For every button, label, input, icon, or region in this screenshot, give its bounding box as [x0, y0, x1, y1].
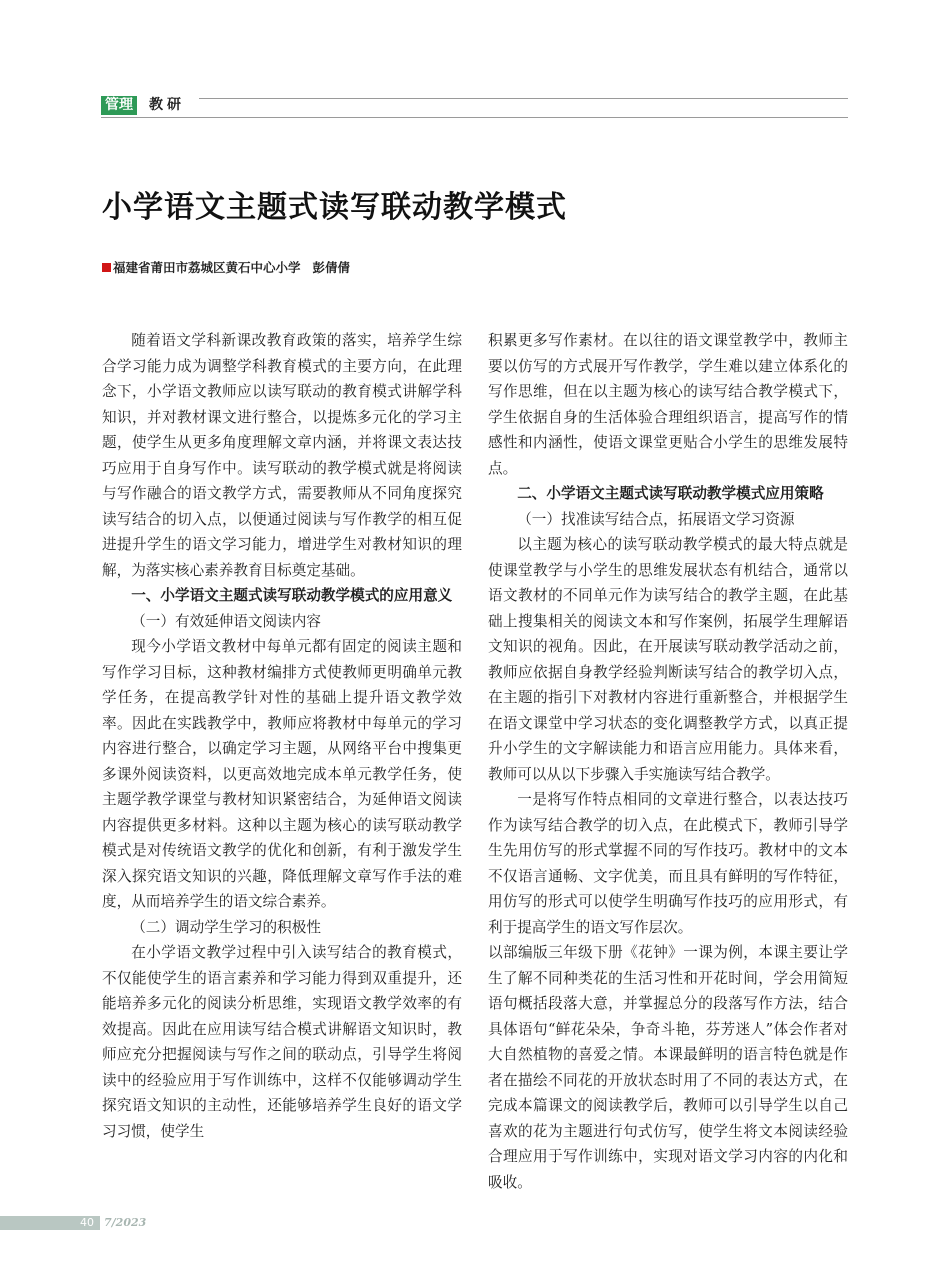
header-rule-top — [199, 98, 848, 99]
body-paragraph: 以部编版三年级下册《花钟》一课为例，本课主要让学生了解不同种类花的生活习性和开花时间，学会用简短语句概括段落大意，并掌握总分的段落写作方法，结合具体语句“鲜花朵朵，争奇斗艳，芬芳迷人”体会作者对大自然植物的喜爱之情。本课最鲜明的语言特色就是作者在描绘不同花的开放状态时用了不同的表达方式，在完成本篇课文的阅读教学后，教师可以引导学生以自己喜欢的花为主题进行句式仿写，使学生将文本阅读经验合理应用于写作训练中，实现对语文学习内容的内化和吸收。 — [488, 944, 848, 1191]
issue-label: 7/2023 — [104, 1216, 147, 1229]
body-paragraph: 现今小学语文教材中每单元都有固定的阅读主题和写作学习目标，这种教材编排方式使教师更明确单元教学任务，在提高教学针对性的基础上提升语文教学效率。因此在实践教学中，教师应将教材中每单元的学习内容进行整合，以确定学习主题，从网络平台中搜集更多课外阅读资料，以更高效地完成本单元教学任务，使主题学教学课堂与教材知识紧密结合，为延伸语文阅读内容提供更多材料。这种以主题为核心的读写联动教学模式是对传统语文教学的优化和创新，有利于激发学生深入探究语文知识的兴趣，降低理解文章写作手法的难度，从而培养学生的语文综合素养。 — [102, 638, 462, 910]
body-paragraph: 一是将写作特点相同的文章进行整合，以表达技巧作为读写结合教学的切入点，在此模式下，教师引导学生先用仿写的形式掌握不同的写作技巧。教材中的文本不仅语言通畅、文字优美，而且具有鲜明的写作特征，用仿写的形式可以使学生明确写作技巧的应用形式，有利于提高学生的语文写作层次。 — [488, 791, 848, 936]
subheading-3: （一）找准读写结合点，拓展语文学习资源 — [517, 510, 795, 528]
continued-paragraph: 积累更多写作素材。在以往的语文课堂教学中，教师主要以仿写的方式展开写作教学，学生难以建立体系化的写作思维，但在以主题为核心的读写结合教学模式下，学生依据自身的生活体验合理组织语言，提高写作的情感性和内涵性，使语文课堂更贴合小学生的思维发展特点。 — [488, 332, 848, 477]
byline — [102, 260, 350, 276]
author-name: 彭倩倩 — [312, 260, 351, 275]
affiliation: 福建省莆田市荔城区黄石中心小学 — [113, 260, 301, 275]
section-label: 教研 — [149, 97, 185, 113]
body-paragraph: 以主题为核心的读写联动教学模式的最大特点就是使课堂教学与小学生的思维发展状态有机结合，通常以语文教材的不同单元作为读写结合的教学主题，在此基础上搜集相关的阅读文本和写作案例，拓展学生理解语文知识的视角。因此，在开展读写联动教学活动之前，教师应依据自身教学经验判断读写结合的教学切入点，在主题的指引下对教材内容进行重新整合，并根据学生在语文课堂中学习状态的变化调整教学方式，以真正提升小学生的文字解读能力和语言应用能力。具体来看，教师可以从以下步骤入手实施读写结合教学。 — [488, 536, 848, 783]
body-paragraph: 在小学语文教学过程中引入读写结合的教育模式，不仅能使学生的语言素养和学习能力得到双重提升，还能培养多元化的阅读分析思维，实现语文教学效率的有效提高。因此在应用读写结合模式讲解语文知识时，教师应充分把握阅读与写作之间的联动点，引导学生将阅读中的经验应用于写作训练中，这样不仅能够调动学生探究语文知识的主动性，还能够培养学生良好的语文学习习惯，使学生 — [102, 944, 462, 1140]
square-marker-icon — [102, 263, 111, 272]
header-rule-bottom — [101, 117, 848, 118]
article-title: 小学语文主题式读写联动教学模式 — [102, 190, 567, 225]
section-heading-2: 二、小学语文主题式读写联动教学模式应用策略 — [517, 485, 824, 502]
page-number: 40 — [80, 1216, 94, 1229]
section-badge: 管理 — [101, 96, 137, 115]
left-column — [102, 328, 462, 1144]
intro-paragraph: 随着语文学科新课改教育政策的落实，培养学生综合学习能力成为调整学科教育模式的主要方向，在此理念下，小学语文教师应以读写联动的教育模式讲解学科知识，并对教材课文进行整合，以提炼多元化的学习主题，使学生从更多角度理解文章内涵，并将课文表达技巧应用于自身写作中。读写联动的教学模式就是将阅读与写作融合的语文教学方式，需要教师从不同角度探究读写结合的切入点，以便通过阅读与写作教学的相互促进提升学生的语文学习能力，增进学生对教材知识的理解，为落实核心素养教育目标奠定基础。 — [102, 332, 462, 579]
running-header — [101, 96, 848, 118]
subheading-2: （二）调动学生学习的积极性 — [131, 918, 321, 936]
right-column — [488, 328, 848, 1195]
section-heading-1: 一、小学语文主题式读写联动教学模式的应用意义 — [131, 587, 453, 604]
subheading-1: （一）有效延伸语文阅读内容 — [131, 612, 321, 630]
